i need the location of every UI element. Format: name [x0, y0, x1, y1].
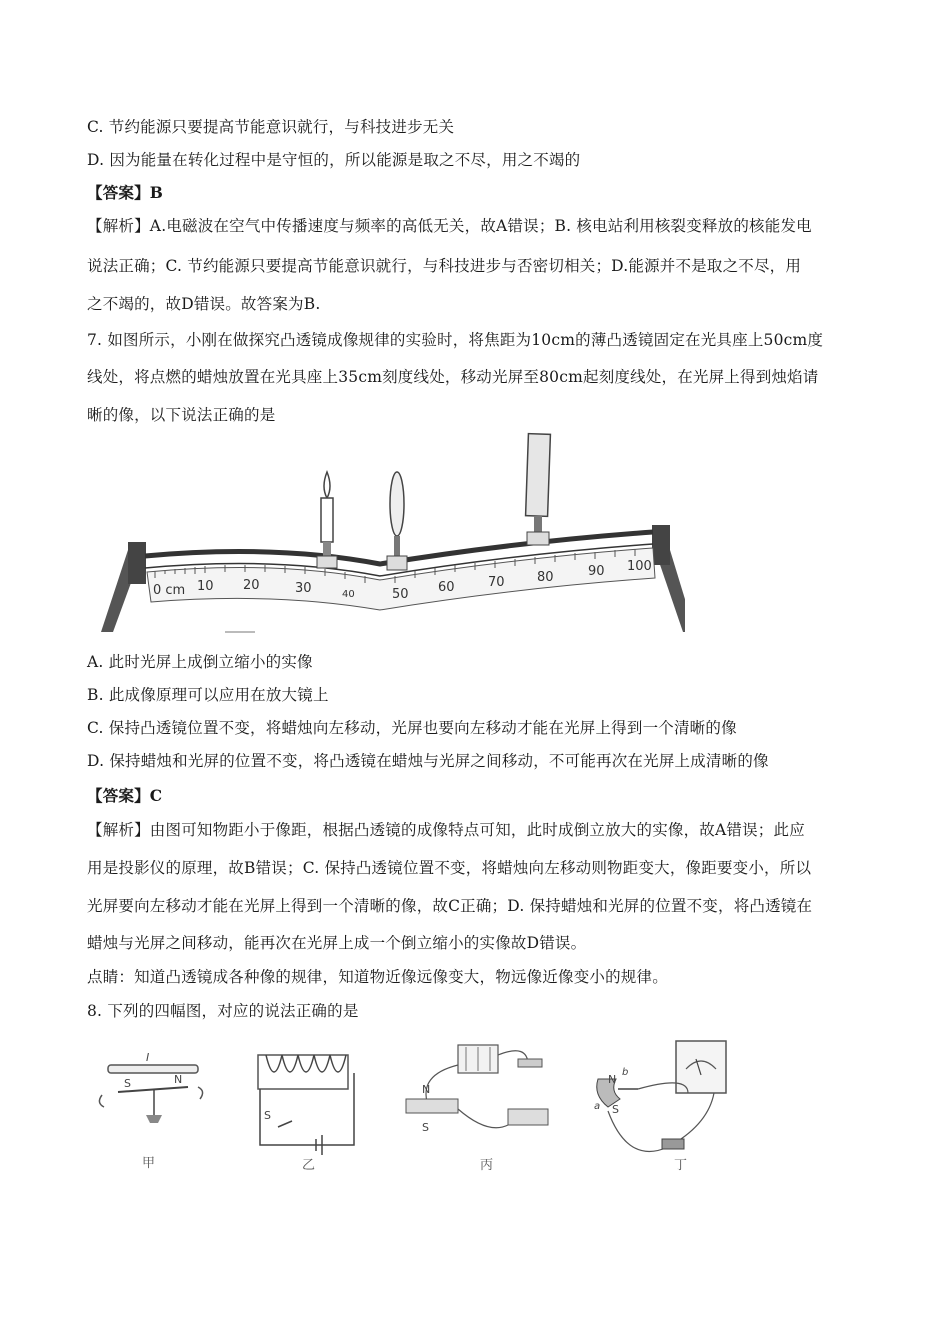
q7-analysis-line: 【解析】由图可知物距小于像距，根据凸透镜的成像特点可知，此时成倒立放大的实像，故A错误；此应 [87, 821, 805, 839]
light-screen [526, 434, 551, 545]
tick-label: 30 [295, 581, 312, 596]
q6-analysis-line: 【解析】A.电磁波在空气中传播速度与频率的高低无关，故A错误；B. 核电站利用核裂变释放的核能发电 [87, 217, 812, 235]
pole-label: S [124, 1077, 131, 1090]
tick-label: 50 [392, 587, 409, 602]
q6-analysis-line: 之不竭的，故D错误。故答案为B. [87, 295, 321, 313]
switch-icon [662, 1139, 684, 1149]
q7-analysis-line: 用是投影仪的原理，故B错误；C. 保持凸透镜位置不变，将蜡烛向左移动则物距变大，像距要变小，所以 [87, 859, 812, 877]
pole-label: S [612, 1103, 619, 1116]
figure-jia [99, 1051, 202, 1171]
q6-option-c: C. 节约能源只要提高节能意识就行，与科技进步无关 [87, 118, 455, 136]
rheostat-icon [508, 1109, 548, 1125]
pole-label: N [422, 1083, 431, 1096]
q7-stem-line: 线处，将点燃的蜡烛放置在光具座上35cm刻度线处，移动光屏至80cm起刻度线处，在光屏上得到烛焰请 [87, 368, 819, 386]
q7-stem-line: 7. 如图所示，小刚在做探究凸透镜成像规律的实验时，将焦距为10cm的薄凸透镜固定在光具座上50cm度 [87, 331, 824, 349]
q7-answer: 【答案】C [87, 786, 163, 805]
figure-caption: 甲 [142, 1156, 156, 1171]
figure-caption: 乙 [302, 1158, 316, 1173]
tick-label: 90 [588, 564, 605, 579]
figure-caption: 丁 [674, 1158, 688, 1173]
tick-label: 20 [243, 578, 260, 593]
q7-analysis-line: 光屏要向左移动才能在光屏上得到一个清晰的像，故C正确；D. 保持蜡烛和光屏的位置不变，将凸透镜在 [87, 897, 813, 915]
q6-option-d: D. 因为能量在转化过程中是守恒的，所以能源是取之不尽，用之不竭的 [87, 151, 581, 169]
figure-yi [258, 1055, 354, 1173]
current-label: I [146, 1051, 150, 1064]
q7-stem-line: 晰的像，以下说法正确的是 [87, 406, 276, 424]
tick-label: 60 [438, 580, 455, 595]
rotation-arrow-icon [198, 1087, 203, 1099]
coil [266, 1055, 346, 1072]
tick-label: 70 [488, 575, 505, 590]
q7-analysis-line: 蜡烛与光屏之间移动，能再次在光屏上成一个倒立缩小的实像故D错误。 [87, 934, 587, 952]
q7-tip: 点睛：知道凸透镜成各种像的规律，知道物近像远像变大，物远像近像变小的规律。 [87, 968, 668, 986]
tick-label: 80 [537, 570, 554, 585]
point-label: a [594, 1101, 601, 1112]
switch-icon [278, 1121, 292, 1127]
tick-label: 10 [197, 579, 214, 594]
switch-icon [518, 1059, 542, 1067]
point-label: b [622, 1067, 629, 1078]
pole-label: N [608, 1073, 617, 1086]
tick-label: 40 [342, 589, 355, 600]
bench-left-end [128, 542, 146, 584]
tick-label: 0 cm [153, 583, 186, 598]
tick-label: 100 [627, 559, 652, 574]
convex-lens [387, 472, 407, 570]
magnet-icon [406, 1099, 458, 1113]
figure-bing [406, 1045, 548, 1173]
figure-caption: 丙 [480, 1158, 494, 1173]
q6-analysis-line: 说法正确；C. 节约能源只要提高节能意识就行，与科技进步与否密切相关；D.能源并不是取之不尽，用 [87, 257, 802, 275]
optical-bench-figure [95, 432, 685, 642]
q6-answer: 【答案】B [87, 183, 164, 202]
q8-stem: 8. 下列的四幅图，对应的说法正确的是 [87, 1002, 359, 1020]
q8-figures [88, 1035, 778, 1185]
q7-option-c: C. 保持凸透镜位置不变，将蜡烛向左移动，光屏也要向左移动才能在光屏上得到一个清晰的像 [87, 719, 737, 737]
rotation-arrow-icon [99, 1095, 104, 1107]
q7-option-a: A. 此时光屏上成倒立缩小的实像 [87, 653, 313, 671]
q7-option-d: D. 保持蜡烛和光屏的位置不变，将凸透镜在蜡烛与光屏之间移动，不可能再次在光屏上成清晰的像 [87, 752, 769, 770]
pole-label: N [174, 1073, 183, 1086]
bench-right-end [652, 525, 670, 565]
figure-ding [594, 1041, 726, 1173]
flame-icon [324, 472, 330, 498]
q7-option-b: B. 此成像原理可以应用在放大镜上 [87, 686, 329, 704]
switch-label: S [264, 1109, 271, 1122]
pole-label: S [422, 1121, 429, 1134]
